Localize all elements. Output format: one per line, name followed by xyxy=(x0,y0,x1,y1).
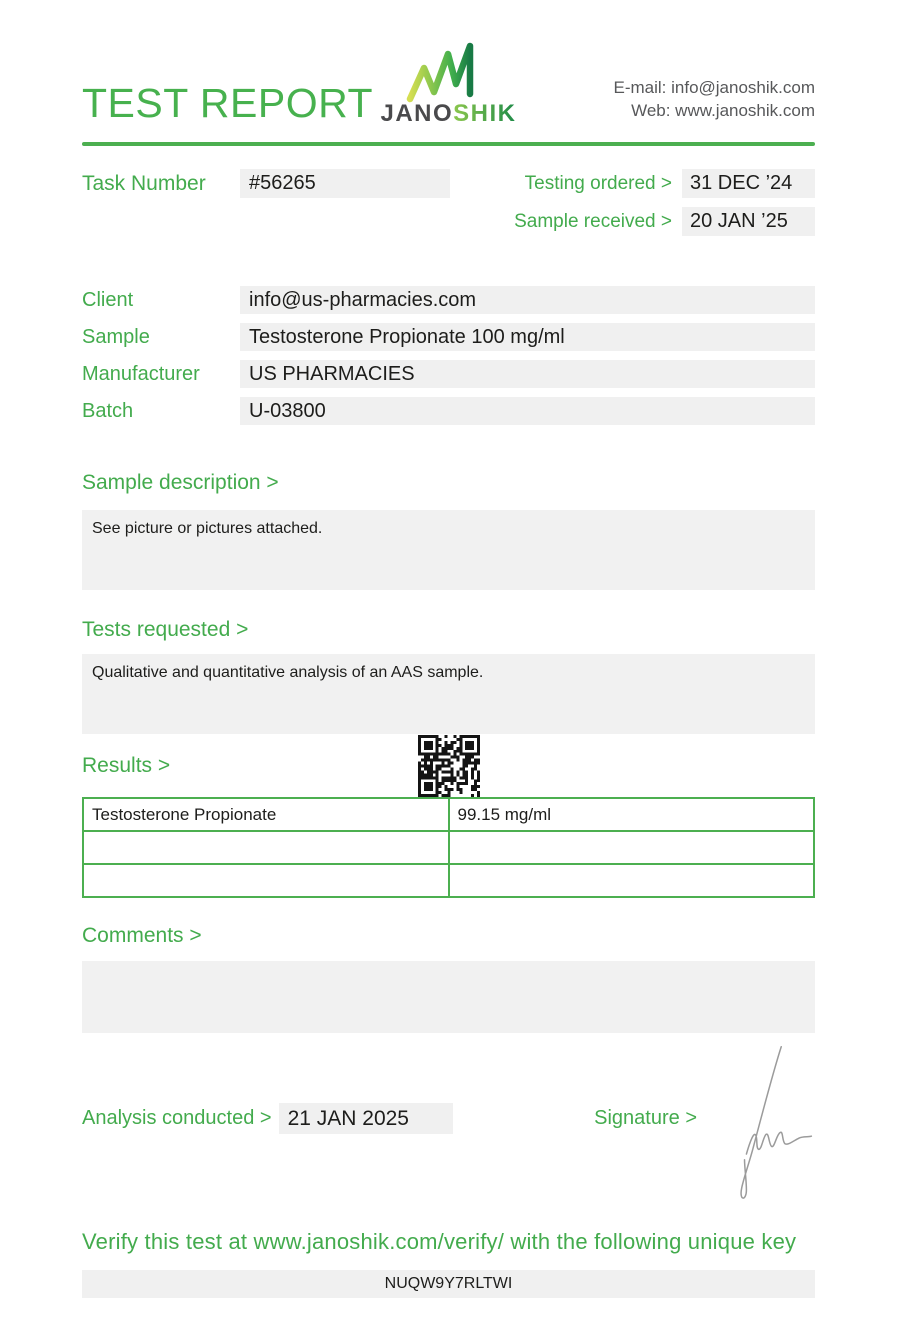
testing-ordered-value: 31 DEC ’24 xyxy=(682,169,815,198)
page-title: TEST REPORT xyxy=(82,80,374,126)
tests-requested-panel: Qualitative and quantitative analysis of an AAS sample. xyxy=(82,654,815,734)
analysis-date-value: 21 JAN 2025 xyxy=(279,1103,453,1134)
verify-instruction: Verify this test at www.janoshik.com/verify/ with the following unique key xyxy=(82,1229,797,1254)
testing-ordered-label: Testing ordered > xyxy=(524,172,672,194)
contact-info xyxy=(524,77,816,126)
client-row xyxy=(82,286,815,314)
sample-description-panel: See picture or pictures attached. xyxy=(82,510,815,590)
task-number-value: #56265 xyxy=(240,169,450,198)
analysis-signature-row xyxy=(82,1103,815,1134)
logo-wordmark xyxy=(374,102,524,126)
comments-panel xyxy=(82,961,815,1033)
sample-row xyxy=(82,323,815,351)
logo-word-right: SHIK xyxy=(453,100,517,127)
batch-row xyxy=(82,397,815,425)
client-label: Client xyxy=(82,288,134,311)
task-section xyxy=(82,169,815,236)
result-value xyxy=(449,831,815,864)
header-divider xyxy=(82,142,815,146)
sample-info-block xyxy=(82,286,815,425)
sample-description-label: Sample description > xyxy=(82,471,279,494)
sample-value: Testosterone Propionate 100 mg/ml xyxy=(240,323,815,351)
tests-requested-label: Tests requested > xyxy=(82,618,249,641)
sample-received-row xyxy=(514,207,815,236)
sample-label: Sample xyxy=(82,325,150,348)
table-row xyxy=(83,831,814,864)
results-table xyxy=(82,797,815,898)
result-value: 99.15 mg/ml xyxy=(449,798,815,831)
batch-value: U-03800 xyxy=(240,397,815,425)
verify-key: NUQW9Y7RLTWI xyxy=(82,1270,815,1298)
client-value: info@us-pharmacies.com xyxy=(240,286,815,314)
sample-received-label: Sample received > xyxy=(514,210,672,232)
qr-code xyxy=(418,735,480,797)
contact-web: Web: www.janoshik.com xyxy=(631,101,815,121)
table-row xyxy=(83,864,814,897)
manufacturer-row xyxy=(82,360,815,388)
order-dates xyxy=(514,169,815,236)
results-header xyxy=(82,734,815,797)
testing-ordered-row xyxy=(514,169,815,198)
result-substance xyxy=(83,864,449,897)
result-value xyxy=(449,864,815,897)
logo-word-left: JANO xyxy=(380,100,454,127)
report-header xyxy=(82,42,815,126)
signature-group xyxy=(594,1103,815,1134)
comments-label: Comments > xyxy=(82,924,202,947)
task-number-label: Task Number xyxy=(82,171,206,195)
result-substance: Testosterone Propionate xyxy=(83,798,449,831)
manufacturer-label: Manufacturer xyxy=(82,362,200,385)
task-number-row xyxy=(82,169,450,198)
signature-scribble-icon xyxy=(719,1043,819,1203)
bar-chart-trend-icon xyxy=(403,42,495,104)
janoshik-logo xyxy=(374,42,524,126)
result-substance xyxy=(83,831,449,864)
signature-label: Signature > xyxy=(594,1107,697,1129)
sample-received-value: 20 JAN ’25 xyxy=(682,207,815,236)
contact-email: E-mail: info@janoshik.com xyxy=(613,78,815,98)
batch-label: Batch xyxy=(82,399,134,422)
analysis-conducted-label: Analysis conducted > xyxy=(82,1107,272,1129)
manufacturer-value: US PHARMACIES xyxy=(240,360,815,388)
signature-image xyxy=(697,1103,815,1134)
table-row xyxy=(83,798,814,831)
results-label: Results > xyxy=(82,753,171,777)
